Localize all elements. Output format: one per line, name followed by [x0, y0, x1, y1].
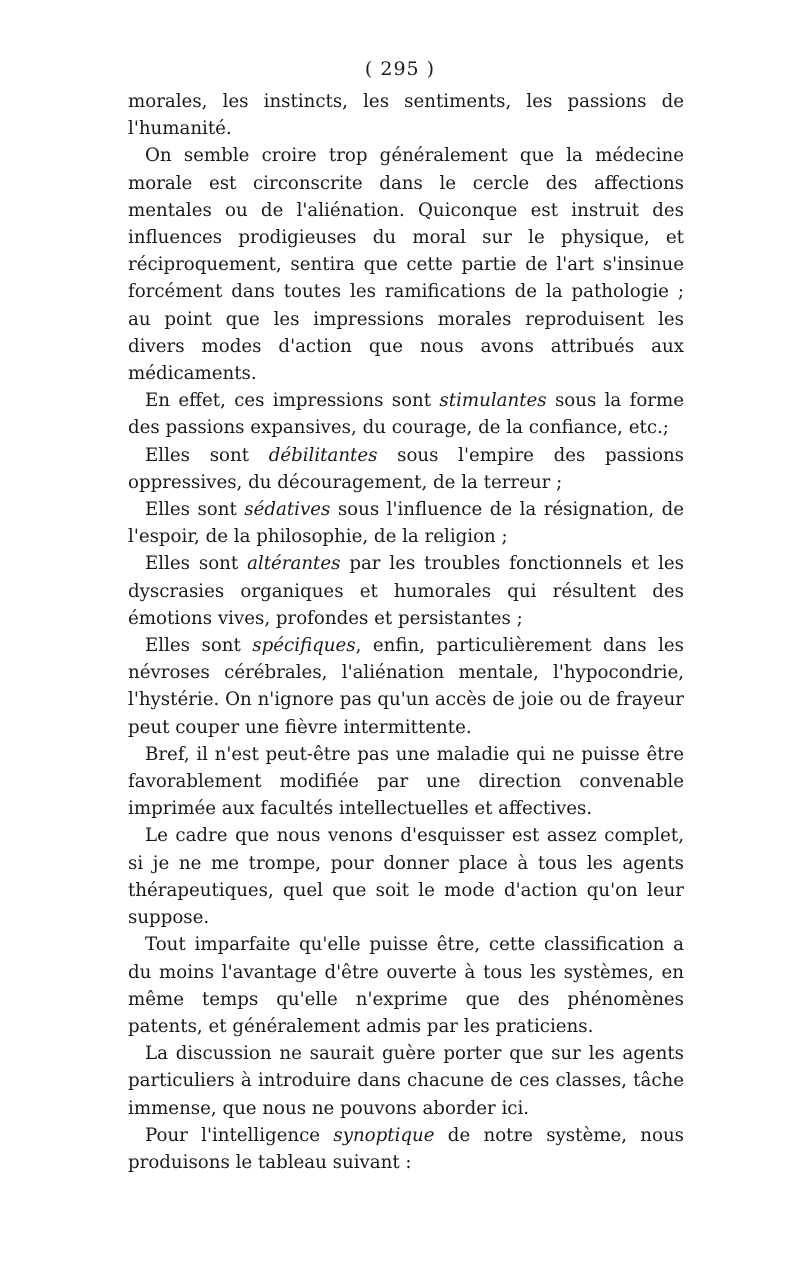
paragraph [128, 1040, 684, 1122]
text-run: Le cadre que nous venons d'esquisser est assez complet, si je ne me trompe, pour donner place à tous les agents thérapeutiques, quel que soit le mode d'action qu'on leur suppose. [128, 825, 684, 929]
text-run: On semble croire trop généralement que la médecine morale est circonscrite dans le cercle des affections mentales ou de l'aliénation. Quiconque est instruit des influences prodigieuses du moral sur le physique, et réciproquement, sentira que cette partie de l'art s'insinue forcément dans toutes les ramifications de la pathologie ; au point que les impressions morales reproduisent les divers modes d'action que nous avons attribués aux médicaments. [128, 145, 684, 385]
text-run: morales, les instincts, les sentiments, les passions de l'humanité. [128, 91, 684, 140]
italic-term: altérantes [247, 553, 341, 575]
text-run: Bref, il n'est peut-être pas une maladie qui ne puisse être favorablement modifiée par une direction convenable imprimée aux facultés intellectuelles et affectives. [128, 743, 684, 820]
paragraph [128, 741, 684, 823]
paragraph [128, 931, 684, 1040]
text-run: , enfin, particulièrement dans les névroses cérébrales, l'aliénation mentale, l'hypocondrie, l'hystérie. On n'ignore pas qu'un accès de joie ou de frayeur peut couper une fièvre intermittente. [128, 635, 684, 738]
paragraph [128, 387, 684, 441]
italic-term: spécifiques [252, 635, 356, 657]
paragraph [128, 142, 684, 387]
text-run: Elles sont [145, 444, 269, 466]
body-text [128, 88, 684, 1176]
text-run: sous l'influence de la résignation, de l'espoir, de la philosophie, de la religion ; [128, 499, 684, 548]
text-run: Elles sont [145, 553, 248, 575]
page-number: ( 295 ) [364, 58, 436, 80]
text-run: Elles sont [145, 499, 245, 521]
italic-term: stimulantes [439, 390, 547, 412]
text-run: La discussion ne saurait guère porter que sur les agents particuliers à introduire dans chacune de ces classes, tâche immense, que nous ne pouvons aborder ici. [128, 1043, 684, 1119]
text-run: Elles sont [145, 635, 253, 657]
text-run: sous la forme des passions expansives, du courage, de la confiance, etc.; [128, 390, 684, 439]
italic-term: synoptique [333, 1124, 435, 1146]
paragraph [128, 496, 684, 550]
paragraph [128, 822, 684, 931]
paragraph [128, 442, 684, 496]
text-run: Tout imparfaite qu'elle puisse être, cette classification a du moins l'avantage d'être ouverte à tous les systèmes, en même temps qu'elle n'exprime que des phénomènes patents, et généralement admis par les praticiens. [128, 934, 684, 1037]
text-run: Pour l'intelligence [145, 1124, 334, 1146]
text-run: En effet, ces impressions sont [145, 390, 440, 412]
text-run: sous l'empire des passions oppressives, du découragement, de la terreur ; [128, 444, 684, 493]
italic-term: débilitantes [268, 444, 378, 466]
text-run: de notre système, nous produisons le tableau suivant : [128, 1124, 684, 1173]
paragraph [128, 632, 684, 741]
text-run: par les troubles fonctionnels et les dyscrasies organiques et humorales qui résultent des émotions vives, profondes et persistantes ; [128, 553, 684, 629]
paragraph [128, 1122, 684, 1176]
italic-term: sédatives [244, 499, 331, 521]
paragraph [128, 550, 684, 632]
paragraph [128, 88, 684, 142]
